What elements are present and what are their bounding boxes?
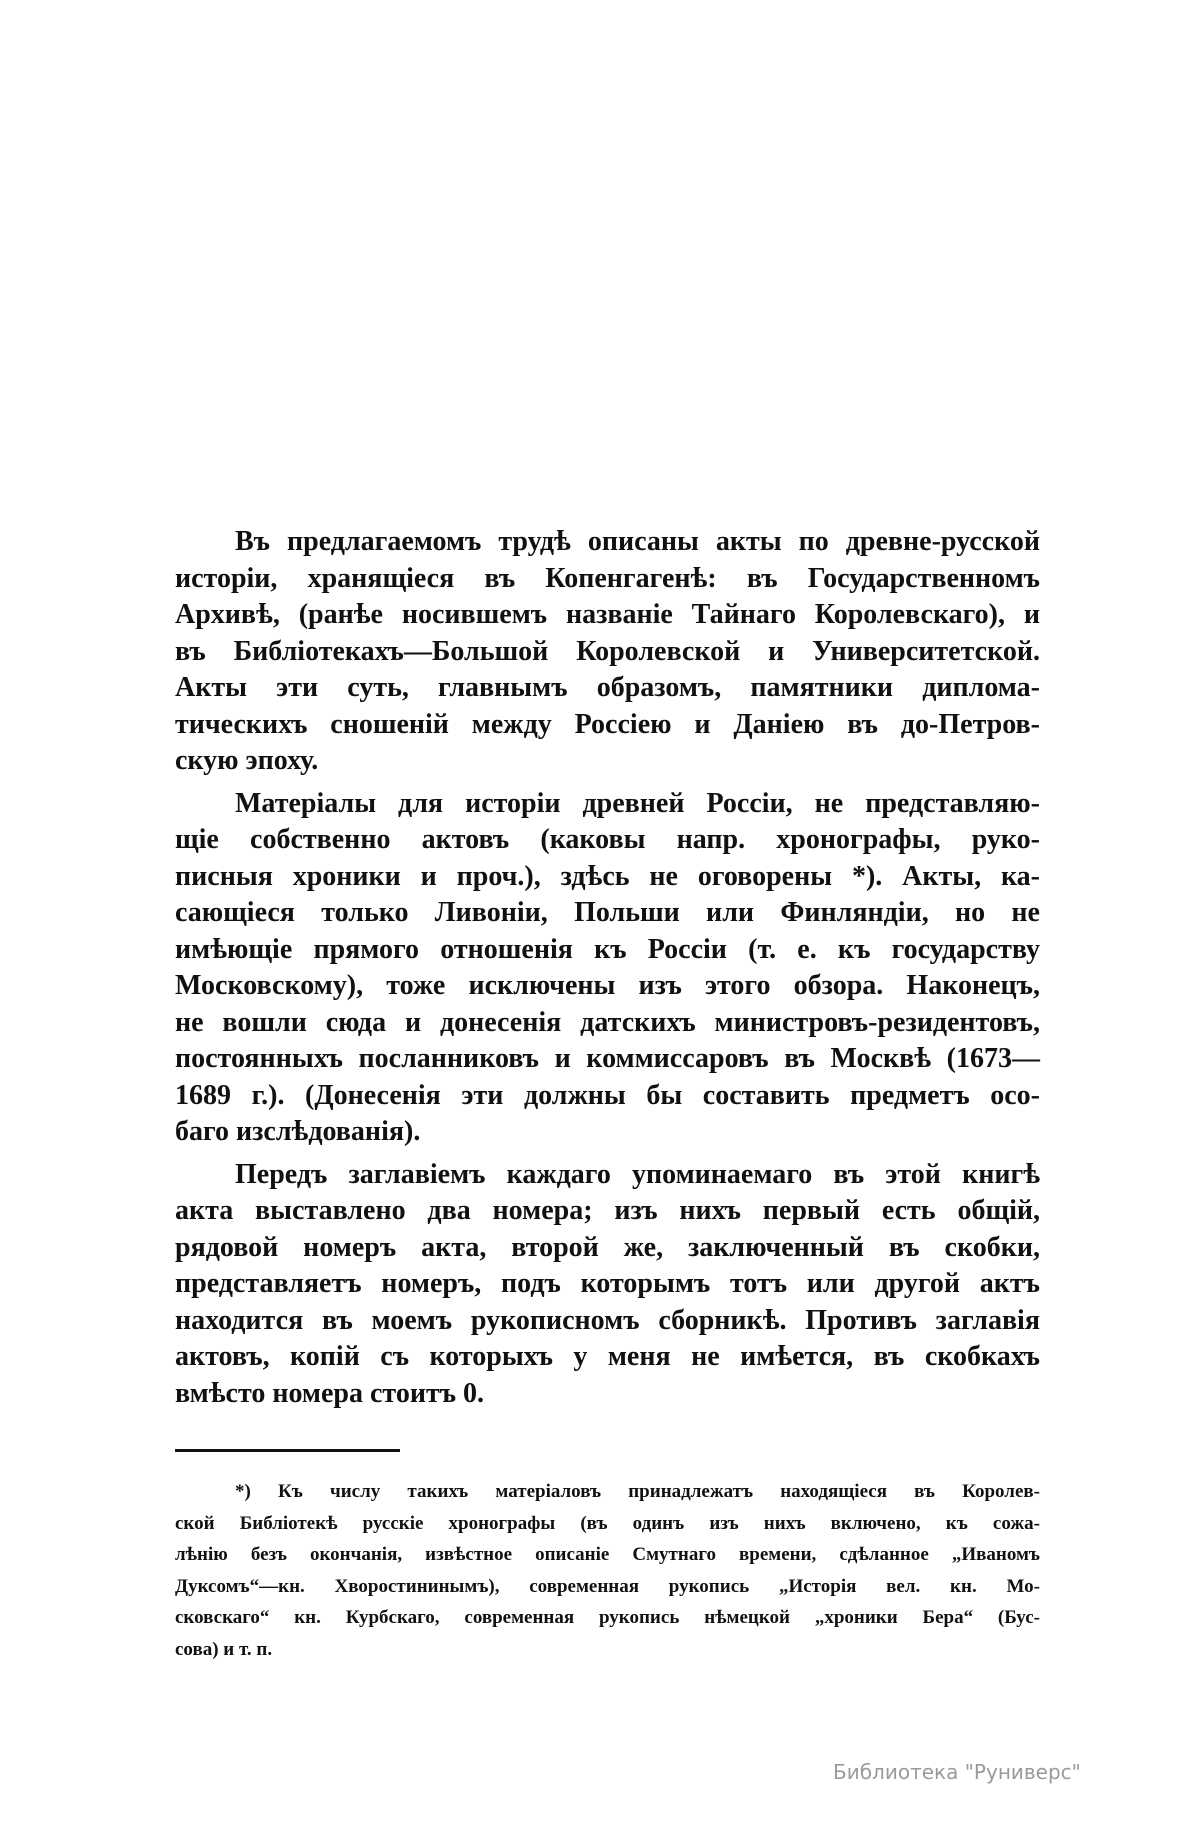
text-line: сающіеся только Ливоніи, Польши или Финляндіи, но не — [175, 897, 1040, 928]
text-line: баго изслѣдованія). — [175, 1116, 421, 1147]
text-line: Московскому), тоже исключены изъ этого обзора. Наконецъ, — [175, 970, 1040, 1001]
text-line: исторіи, хранящіеся въ Копенгагенѣ: въ Государственномъ — [175, 562, 1040, 594]
text-line: актовъ, копій съ которыхъ у меня не имѣется, въ скобкахъ — [175, 1341, 1040, 1372]
footnote-line: ской Библіотекѣ русскіе хронографы (въ одинъ изъ нихъ включено, къ сожа- — [175, 1512, 1040, 1534]
footnote-line: сова) и т. п. — [175, 1638, 273, 1660]
library-watermark: Библиотека "Руниверс" — [833, 1760, 1081, 1784]
text-line: вмѣсто номера стоитъ 0. — [175, 1377, 485, 1409]
footnote-line: Дуксомъ“—кн. Хворостининымъ), современная рукопись „Исторія вел. кн. Мо- — [175, 1575, 1040, 1597]
paragraph-3 — [175, 1157, 1040, 1413]
text-line: представляетъ номеръ, подъ которымъ тотъ или другой актъ — [175, 1268, 1040, 1299]
text-line: акта выставлено два номера; изъ нихъ первый есть общій, — [175, 1195, 1040, 1226]
text-line: Акты эти суть, главнымъ образомъ, памятники диплома- — [175, 672, 1040, 703]
text-line: не вошли сюда и донесенія датскихъ министровъ-резидентовъ, — [175, 1006, 1040, 1038]
text-line: находится въ моемъ рукописномъ сборникѣ. Противъ заглавія — [175, 1304, 1040, 1336]
text-line: въ Библіотекахъ—Большой Королевской и Университетской. — [175, 635, 1040, 667]
main-text — [175, 524, 1040, 1412]
paragraph-2 — [175, 786, 1040, 1151]
text-line: Матеріалы для исторіи древней Россіи, не представляю- — [235, 787, 1040, 819]
text-line: 1689 г.). (Донесенія эти должны бы составить предметъ осо- — [175, 1079, 1040, 1111]
footnote-divider — [175, 1449, 400, 1452]
text-line: рядовой номеръ акта, второй же, заключенный въ скобки, — [175, 1231, 1040, 1263]
text-line: постоянныхъ посланниковъ и коммиссаровъ въ Москвѣ (1673— — [175, 1043, 1040, 1074]
text-line: тическихъ сношеній между Россіею и Даніею въ до-Петров- — [175, 708, 1040, 740]
footnote-line: сковскаго“ кн. Курбскаго, современная рукопись нѣмецкой „хроники Бера“ (Бус- — [175, 1607, 1040, 1628]
text-line: скую эпоху. — [175, 745, 319, 776]
text-line: Передъ заглавіемъ каждаго упоминаемаго въ этой книгѣ — [235, 1158, 1040, 1190]
text-line: писныя хроники и проч.), здѣсь не оговорены *). Акты, ка- — [175, 860, 1040, 892]
text-line: Архивѣ, (ранѣе носившемъ названіе Тайнаго Королевскаго), и — [175, 599, 1040, 630]
text-line: имѣющіе прямого отношенія къ Россіи (т. е. къ государству — [175, 933, 1040, 965]
footnote-line: лѣнію безъ окончанія, извѣстное описаніе Смутнаго времени, сдѣланное „Иваномъ — [175, 1544, 1040, 1565]
footnote-line: *) Къ числу такихъ матеріаловъ принадлежатъ находящіеся въ Королев- — [235, 1481, 1040, 1502]
footnote — [175, 1476, 1040, 1665]
text-line: щіе собственно актовъ (каковы напр. хронографы, руко- — [175, 824, 1040, 855]
text-line: Въ предлагаемомъ трудѣ описаны акты по древне-русской — [235, 526, 1040, 557]
paragraph-1 — [175, 524, 1040, 780]
